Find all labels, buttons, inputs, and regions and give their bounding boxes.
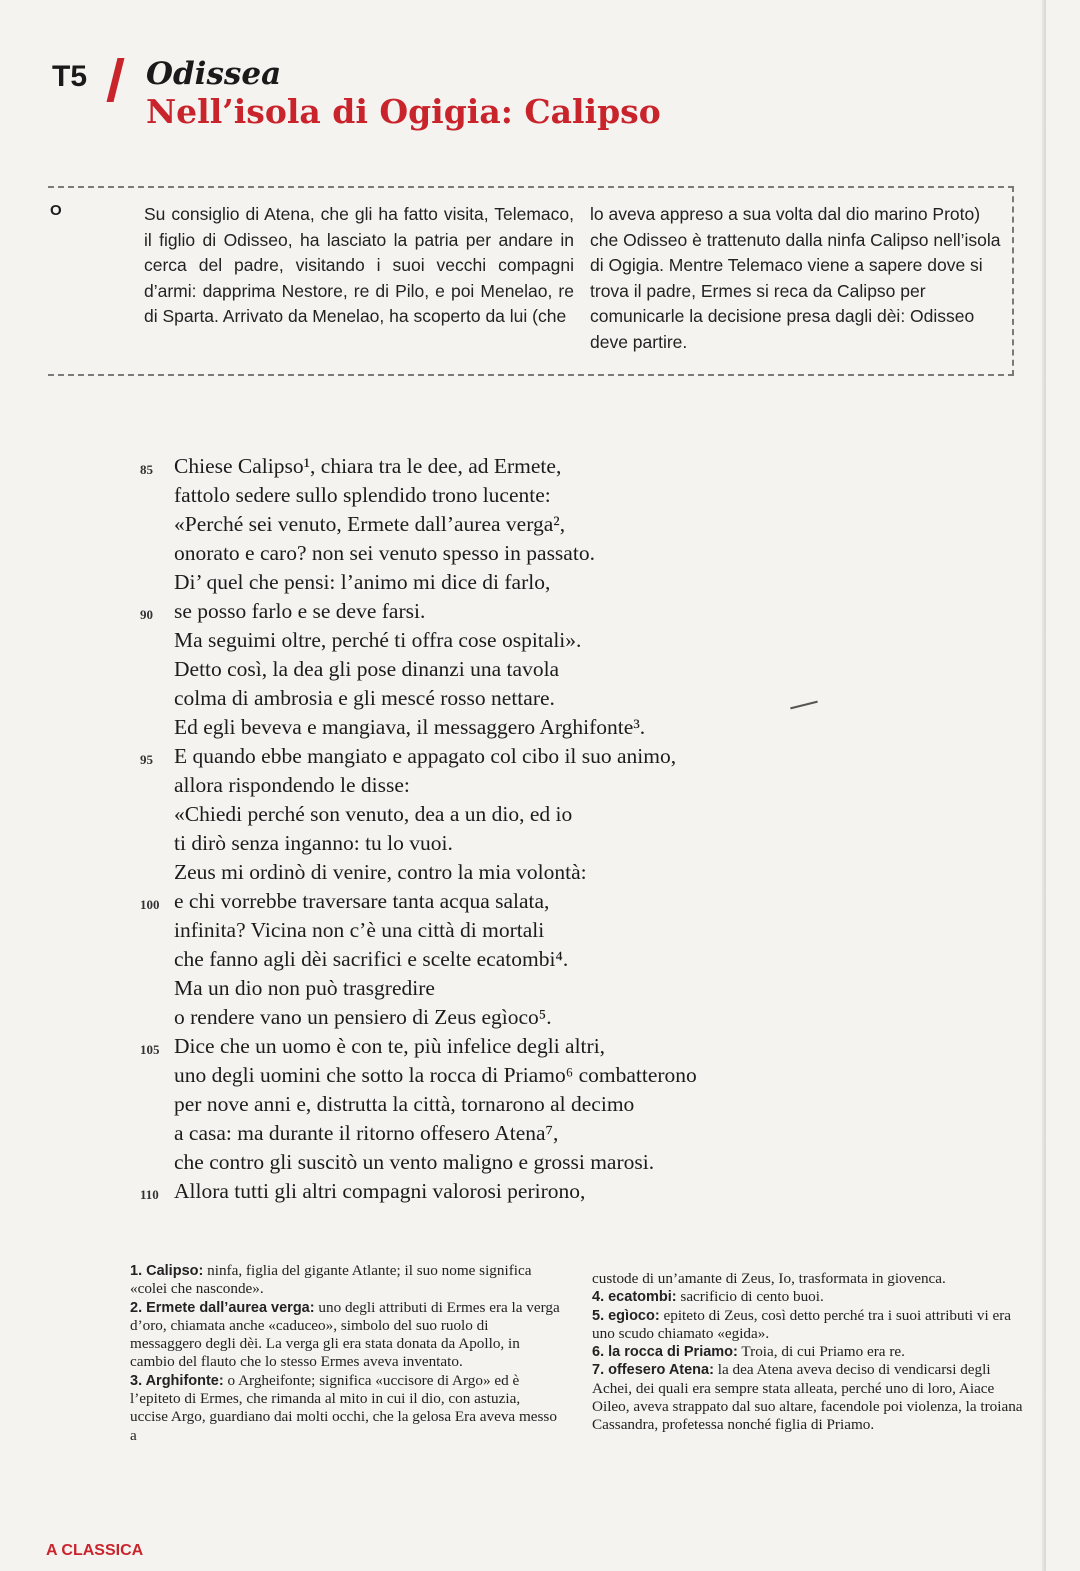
verse-text: che fanno agli dèi sacrifici e scelte ecatombi⁴. [174, 947, 569, 971]
verse-line [140, 974, 860, 1003]
verse-line [140, 568, 860, 597]
verse-line [140, 684, 860, 713]
verse-line [140, 858, 860, 887]
verse-number: 105 [140, 1042, 160, 1057]
footnote-text: sacrificio di cento buoi. [680, 1288, 824, 1306]
verse-text: ti dirò senza inganno: tu lo vuoi. [174, 831, 453, 855]
footnote-term: 2. Ermete dall’aurea verga: [130, 1299, 315, 1316]
footnote-text: la dea Atena aveva deciso di vendicarsi degli Achei, dei quali era sempre stata alleata, perché uno di loro, Aiace Oileo, aveva strappato dal suo altare, facendole poi violenza, la troiana Cassandra, profetessa nonché figlia di Priamo. [592, 1361, 1023, 1434]
verse-text: allora rispondendo le disse: [174, 773, 410, 797]
footnote [130, 1262, 560, 1299]
verse-line [140, 1177, 860, 1206]
intro-right: lo aveva appreso a sua volta dal dio marino Proto) che Odisseo è trattenuto dalla ninfa Calipso nell’isola di Ogigia. Mentre Telemaco viene a sapere dove si trova il padre, Ermes si reca da Calipso per comunicarle la decisione presa dagli dèi: Odisseo deve partire. [590, 204, 1001, 352]
verse-number: 100 [140, 897, 160, 912]
verse-line [140, 713, 860, 742]
footnote [130, 1299, 560, 1372]
verse-text: infinita? Vicina non c’è una città di mortali [174, 918, 545, 942]
header [52, 52, 1012, 142]
verse-line [140, 742, 860, 771]
footnote-text: epiteto di Zeus, così detto perché tra i suoi attributi vi era uno scudo chiamato «egida». [592, 1306, 1012, 1342]
verse-line [140, 829, 860, 858]
verse-number: 90 [140, 607, 153, 622]
verse-text: Ma seguimi oltre, perché ti offra cose ospitali». [174, 628, 582, 652]
verse-text: Di’ quel che pensi: l’animo mi dice di farlo, [174, 570, 551, 594]
verse-line [140, 800, 860, 829]
footnote-text: uno degli attributi di Ermes era la verga d’oro, chiamata anche «caduceo», simbolo del suo ruolo di messaggero degli dèi. La verga gli era stata donata da Apollo, in cambio del flauto che lo stesso Ermes aveva inventato. [130, 1298, 560, 1371]
side-mark: O [50, 202, 62, 219]
verse-line [140, 626, 860, 655]
verse-line [140, 510, 860, 539]
verse-line [140, 1061, 860, 1090]
intro-left: Su consiglio di Atena, che gli ha fatto visita, Telemaco, il figlio di Odisseo, ha lasciato la patria per andare in cerca del padre, visitando i suoi vecchi compagni d’armi: dapprima Nestore, re di Pilo, e poi Menelao, re di Sparta. Arrivato da Menelao, ha scoperto da lui (che [144, 204, 574, 326]
verse-text: colma di ambrosia e gli mescé rosso nettare. [174, 686, 555, 710]
verse-number: 110 [140, 1187, 159, 1202]
footnote [592, 1361, 1024, 1434]
verse-text: se posso farlo e se deve farsi. [174, 599, 426, 623]
verse-line [140, 1090, 860, 1119]
verse-text: «Perché sei venuto, Ermete dall’aurea verga², [174, 512, 566, 536]
verse-line [140, 1032, 860, 1061]
verse-line [140, 916, 860, 945]
footnote [592, 1343, 1024, 1361]
footnote-text: ninfa, figlia del gigante Atlante; il suo nome significa «colei che nasconde». [130, 1262, 532, 1298]
footnote [592, 1288, 1024, 1306]
verse-text: Ed egli beveva e mangiava, il messaggero Arghifonte³. [174, 715, 646, 739]
text-code: T5 [52, 60, 88, 93]
verse-text: a casa: ma durante il ritorno offesero Atena⁷, [174, 1121, 559, 1145]
footnote-term: 3. Arghifonte: [130, 1372, 224, 1389]
verse-line [140, 597, 860, 626]
verse-line [140, 452, 860, 481]
footnotes-left [130, 1262, 560, 1445]
verse-text: e chi vorrebbe traversare tanta acqua salata, [174, 889, 550, 913]
verse-line [140, 771, 860, 800]
verse-text: «Chiedi perché son venuto, dea a un dio, ed io [174, 802, 573, 826]
footnote [130, 1372, 560, 1445]
verse-line [140, 1148, 860, 1177]
verse-text: Chiese Calipso¹, chiara tra le dee, ad Ermete, [174, 454, 562, 478]
poem [140, 452, 860, 1206]
verse-line [140, 655, 860, 684]
verse-text: per nove anni e, distrutta la città, tornarono al decimo [174, 1092, 635, 1116]
verse-text: o rendere vano un pensiero di Zeus egìoco⁵. [174, 1005, 552, 1029]
verse-line [140, 1003, 860, 1032]
footnote-term: 4. ecatombi: [592, 1289, 677, 1306]
verse-line [140, 945, 860, 974]
verse-text: Dice che un uomo è con te, più infelice degli altri, [174, 1034, 606, 1058]
verse-text: E quando ebbe mangiato e appagato col cibo il suo animo, [174, 744, 677, 768]
verse-text: Detto così, la dea gli pose dinanzi una tavola [174, 657, 560, 681]
footnote-text: custode di un’amante di Zeus, Io, trasformata in giovenca. [592, 1270, 946, 1287]
footnotes-right [592, 1270, 1024, 1435]
verse-text: uno degli uomini che sotto la rocca di Priamo⁶ combatterono [174, 1063, 697, 1087]
verse-text: fattolo sedere sullo splendido trono lucente: [174, 483, 551, 507]
footnote-text: Troia, di cui Priamo era re. [741, 1343, 905, 1361]
work-title: Odissea [146, 56, 282, 92]
footnote [592, 1270, 1024, 1288]
footnote-term: 5. egìoco: [592, 1307, 660, 1324]
verse-text: Ma un dio non può trasgredire [174, 976, 435, 1000]
verse-text: Allora tutti gli altri compagni valorosi perirono, [174, 1179, 586, 1203]
footnotes [130, 1262, 1024, 1492]
verse-text: Zeus mi ordinò di venire, contro la mia volontà: [174, 860, 587, 884]
verse-number: 85 [140, 462, 153, 477]
verse-line [140, 887, 860, 916]
footnote-text: o Argheifonte; significa «uccisore di Argo» ed è l’epiteto di Ermes, che rimanda al mito in cui il dio, con astuzia, uccise Argo, guardiano dai molti occhi, che la gelosa Era aveva messo a [130, 1371, 557, 1444]
verse-text: che contro gli suscitò un vento maligno e grossi marosi. [174, 1150, 655, 1174]
verse-line [140, 1119, 860, 1148]
intro-box [48, 186, 1014, 376]
page-edge [1042, 0, 1046, 1571]
verse-number: 95 [140, 752, 153, 767]
footer-section-label: A CLASSICA [46, 1542, 144, 1559]
footnote-term: 1. Calipso: [130, 1263, 204, 1279]
verse-line [140, 481, 860, 510]
slash-mark [107, 58, 125, 102]
footnote [592, 1307, 1024, 1344]
verse-line [140, 539, 860, 568]
footnote-term: 7. offesero Atena: [592, 1362, 714, 1379]
page-title: Nell’isola di Ogigia: Calipso [146, 92, 661, 131]
verse-text: onorato e caro? non sei venuto spesso in passato. [174, 541, 595, 565]
footnote-term: 6. la rocca di Priamo: [592, 1344, 738, 1361]
